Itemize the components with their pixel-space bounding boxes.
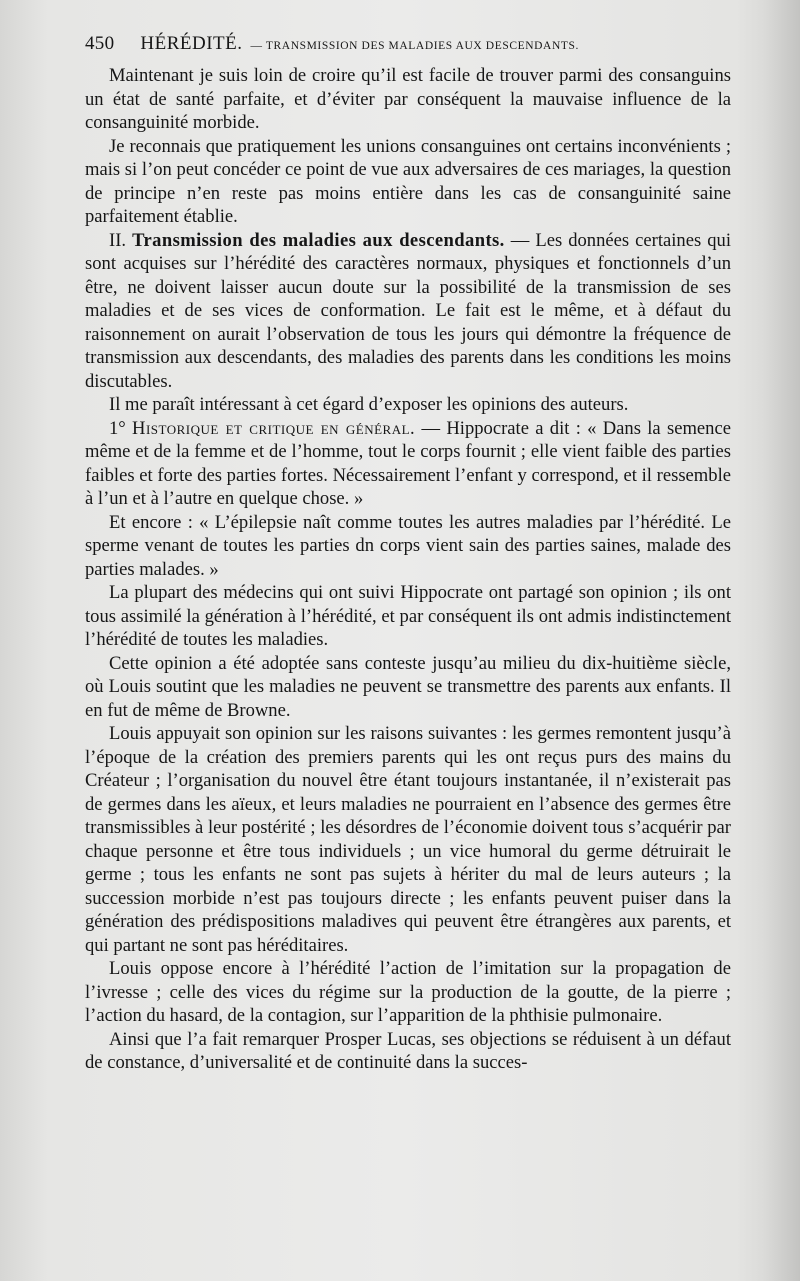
body-text [85,64,731,1075]
paragraph: Et encore : « L’épilepsie naît comme toutes les autres maladies par l’hérédité. Le sperme venant de toutes les parties dn corps vient sain des parties saines, malade des parties malades. » [85,511,731,580]
section-number: II. [109,229,127,251]
page-edge-shadow [764,0,800,1281]
section-heading: Transmission des maladies aux descendants. [132,229,505,251]
paragraph: Je reconnais que pratiquement les unions consanguines ont certains inconvénients ; mais si l’on peut concéder ce point de vue aux adversaires de ces mariages, la question de principe n’en reste pas moins entière dans les cas de consanguinité saine parfaitement établie. [85,135,731,227]
paragraph: Cette opinion a été adoptée sans conteste jusqu’au milieu du dix-huitième siècle, où Louis soutint que les maladies ne peuvent se transmettre des parents aux enfants. Il en fut de même de Browne. [85,652,731,721]
paragraph: Louis oppose encore à l’hérédité l’action de l’imitation sur la propagation de l’ivresse ; celle des vices du régime sur la production de la goutte, de la pierre ; l’action du hasard, de la contagion, sur l’apparition de la phthisie pulmonaire. [85,958,731,1026]
paragraph: Ainsi que l’a fait remarquer Prosper Lucas, ses objections se réduisent à un défaut de constance, d’universalité et de continuité dans la succes- [85,1028,731,1073]
paragraph: Maintenant je suis loin de croire qu’il est facile de trouver parmi des consanguins un état de santé parfaite, et d’éviter par conséquent la mauvaise influence de la consanguinité morbide. [85,65,731,133]
paragraph: La plupart des médecins qui ont suivi Hippocrate ont partagé son opinion ; ils ont tous assimilé la génération à l’hérédité, et par conséquent ils ont admis indistinctement l’hérédité de toutes les maladies. [85,582,731,650]
paragraph: Il me paraît intéressant à cet égard d’exposer les opinions des auteurs. [109,394,629,415]
running-header [85,33,735,61]
page-number: 450 [85,33,115,54]
section-paragraph: II. Transmission des maladies aux descendants. — Les données certaines qui sont acquises sur l’hérédité des caractères normaux, physiques et fonctionnels d’un être, ne doivent laisser aucun doute sur la possibilité de la transmission de ses maladies et de ses vices de conformation. Le fait est le même, et à défaut du raisonnement on aurait l’observation de tous les jours qui démontre la fréquence de transmission aux descendants, des maladies des parents dans les conditions les moins discutables. [85,229,731,392]
subsection-number: 1° [109,417,126,439]
paragraph: Louis appuyait son opinion sur les raisons suivantes : les germes remontent jusqu’à l’époque de la création des premiers parents qui les ont reçus purs des mains du Créateur ; l’organisation du nouvel être étant toujours instantanée, il n’existerait pas de germes dans les aïeux, et leurs maladies ne pourraient en l’absence des germes être transmissibles à leur postérité ; les désordres de l’économie doivent tous s’acquérir par chaque personne et être tous individuels ; un vice humoral du germe détruirait le germe ; tous les enfants ne sont pas sujets à hériter du mal de leurs auteurs ; la succession morbide n’est pas toujours directe ; les enfants peuvent puiser dans la génération des prédispositions maladives qui peuvent être étrangères aux parents, et qui partant ne sont pas héréditaires. [85,723,731,956]
subsection-paragraph: 1° Historique et critique en général. — Hippocrate a dit : « Dans la semence même et de la femme et de l’homme, tout le corps fournit ; elle vient faible des parties faibles et forte des parties fortes. Nécessairement l’enfant y correspond, et il ressemble à l’un et à l’autre en quelque chose. » [85,417,731,509]
running-subtitle: — TRANSMISSION DES MALADIES AUX DESCENDANTS. [250,40,579,52]
running-title: HÉRÉDITÉ. [140,33,243,54]
subsection-heading: Historique et critique en général. [132,417,416,439]
